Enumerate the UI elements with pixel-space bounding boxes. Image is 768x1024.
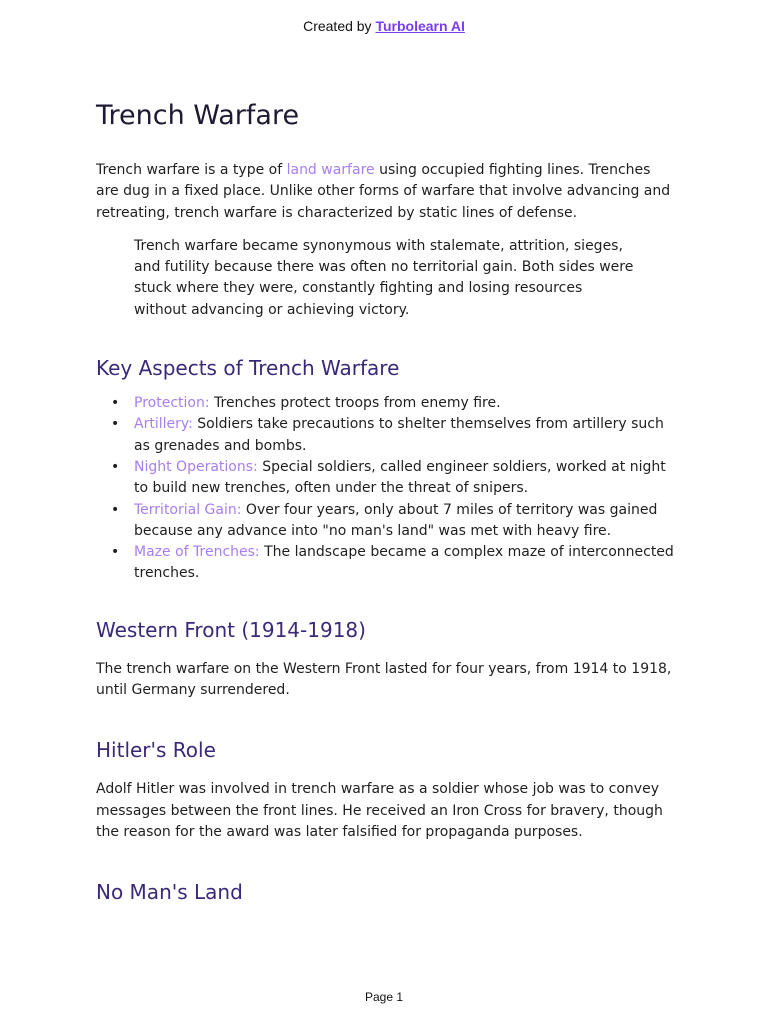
list-item-text: Over four years, only about 7 miles of territory was gained because any advance into "no man's land" was met with heavy fire. bbox=[134, 501, 658, 539]
list-item-text: Special soldiers, called engineer soldiers, worked at night to build new trenches, often under the threat of snipers. bbox=[134, 458, 666, 497]
no-mans-land-heading: No Man's Land bbox=[96, 880, 243, 905]
intro-paragraph bbox=[96, 160, 676, 224]
land-warfare-link[interactable]: land warfare bbox=[286, 162, 375, 178]
hitler-role-paragraph: Adolf Hitler was involved in trench warfare as a soldier whose job was to convey messages between the front lines. He received an Iron Cross for bravery, though the reason for the award was later falsified for propaganda purposes. bbox=[96, 781, 663, 840]
western-front-heading: Western Front (1914-1918) bbox=[96, 617, 366, 642]
list-item bbox=[111, 457, 676, 500]
page-title: Trench Warfare bbox=[96, 100, 300, 131]
blockquote: Trench warfare became synonymous with stalemate, attrition, sieges, and futility because there was often no territorial gain. Both sides were stuck where they were, constantly fighting and losing resources without advancing or achieving victory. bbox=[134, 237, 634, 318]
bullet-icon: • bbox=[111, 416, 120, 433]
page-number: Page 1 bbox=[364, 990, 404, 1004]
list-item-term: Territorial Gain: bbox=[134, 501, 242, 518]
page-header bbox=[0, 18, 768, 34]
intro-text-start: Trench warfare is a type of bbox=[96, 162, 287, 178]
list-item-text: The landscape became a complex maze of interconnected trenches. bbox=[134, 544, 674, 582]
list-item-term: Night Operations: bbox=[134, 458, 258, 475]
bullet-icon: • bbox=[111, 458, 120, 475]
document-body bbox=[96, 96, 676, 907]
list-item bbox=[111, 393, 676, 414]
turbolearn-link[interactable]: Turbolearn AI bbox=[375, 18, 465, 34]
bullet-icon: • bbox=[111, 501, 120, 518]
list-item-text: Soldiers take precautions to shelter themselves from artillery such as grenades and bombs. bbox=[134, 416, 664, 454]
hitler-role-heading: Hitler's Role bbox=[96, 738, 216, 763]
key-aspects-list bbox=[96, 393, 676, 585]
list-item bbox=[111, 500, 676, 543]
bullet-icon: • bbox=[111, 544, 120, 561]
bullet-icon: • bbox=[111, 395, 120, 412]
list-item-term: Artillery: bbox=[134, 416, 193, 433]
list-item-term: Protection: bbox=[134, 395, 210, 412]
created-by-label: Created by bbox=[303, 18, 376, 34]
list-item bbox=[111, 414, 676, 457]
western-front-paragraph: The trench warfare on the Western Front lasted for four years, from 1914 to 1918, until Germany surrendered. bbox=[96, 660, 672, 699]
intro-text-end: using occupied fighting lines. Trenches are dug in a fixed place. Unlike other forms of warfare that involve advancing and retreating, trench warfare is characterized by static lines of defense. bbox=[96, 162, 671, 221]
list-item-text: Trenches protect troops from enemy fire. bbox=[209, 395, 501, 412]
list-item-term: Maze of Trenches: bbox=[134, 544, 260, 561]
key-aspects-heading: Key Aspects of Trench Warfare bbox=[96, 356, 400, 381]
list-item bbox=[111, 542, 676, 585]
